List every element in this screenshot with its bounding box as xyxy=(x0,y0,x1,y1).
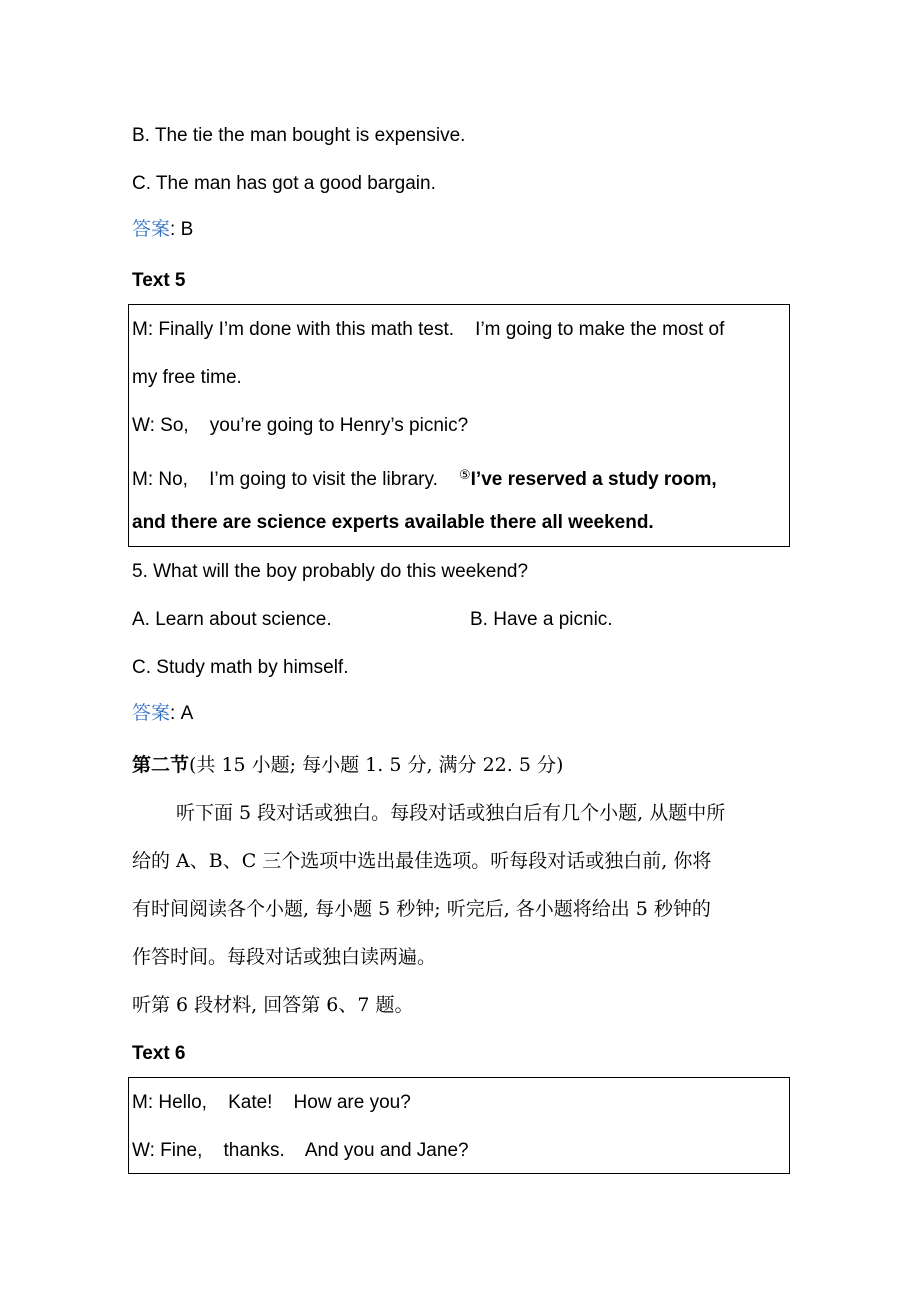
option-5b: B. Have a picnic. xyxy=(470,609,613,630)
option-4b: B. The tie the man bought is expensive. xyxy=(132,125,466,146)
section2-paragraph-line-3: 有时间阅读各个小题, 每小题 5 秒钟; 听完后, 各小题将给出 5 秒钟的 xyxy=(132,898,711,920)
answer-5 xyxy=(132,701,193,726)
text5-line-4 xyxy=(132,463,717,492)
text5-line-4-plain: M: No, I’m going to visit the library. xyxy=(132,469,459,490)
question-5: 5. What will the boy probably do this weekend? xyxy=(132,561,529,582)
section2-paragraph-line-4: 作答时间。每段对话或独白读两遍。 xyxy=(132,946,437,968)
section2-paragraph-line-1: 听下面 5 段对话或独白。每段对话或独白后有几个小题, 从题中所 xyxy=(176,802,726,824)
section2-title xyxy=(132,753,563,777)
answer-value: A xyxy=(175,703,194,724)
answer-label: 答案 xyxy=(132,218,171,240)
text5-transcript-box xyxy=(128,304,790,547)
answer-label: 答案 xyxy=(132,702,171,724)
text5-line-1: M: Finally I’m done with this math test. I’m going to make the most of xyxy=(132,319,725,340)
text5-line-5: and there are science experts available there all weekend. xyxy=(132,512,654,533)
section2-title-rest: (共 15 小题; 每小题 1. 5 分, 满分 22. 5 分) xyxy=(189,754,564,776)
section2-title-bold: 第二节 xyxy=(132,754,190,776)
text5-heading: Text 5 xyxy=(132,270,186,291)
answer-separator: : xyxy=(170,219,176,240)
circled-number-5: ⑤ xyxy=(458,467,471,482)
answer-4 xyxy=(132,217,193,242)
text5-line-3: W: So, you’re going to Henry’s picnic? xyxy=(132,415,469,436)
text5-line-4-bold: I’ve reserved a study room, xyxy=(470,469,717,490)
text5-line-2: my free time. xyxy=(132,367,242,388)
text6-line-1: M: Hello, Kate! How are you? xyxy=(132,1092,411,1113)
section2-instruction: 听第 6 段材料, 回答第 6、7 题。 xyxy=(132,994,414,1016)
option-5a: A. Learn about science. xyxy=(132,609,332,630)
option-5c: C. Study math by himself. xyxy=(132,657,349,678)
text6-line-2: W: Fine, thanks. And you and Jane? xyxy=(132,1140,469,1161)
answer-separator: : xyxy=(170,703,176,724)
option-4c: C. The man has got a good bargain. xyxy=(132,173,436,194)
text6-transcript-box xyxy=(128,1077,790,1174)
text6-heading: Text 6 xyxy=(132,1043,186,1064)
section2-paragraph-line-2: 给的 A、B、C 三个选项中选出最佳选项。听每段对话或独白前, 你将 xyxy=(132,850,712,872)
answer-value: B xyxy=(175,219,194,240)
